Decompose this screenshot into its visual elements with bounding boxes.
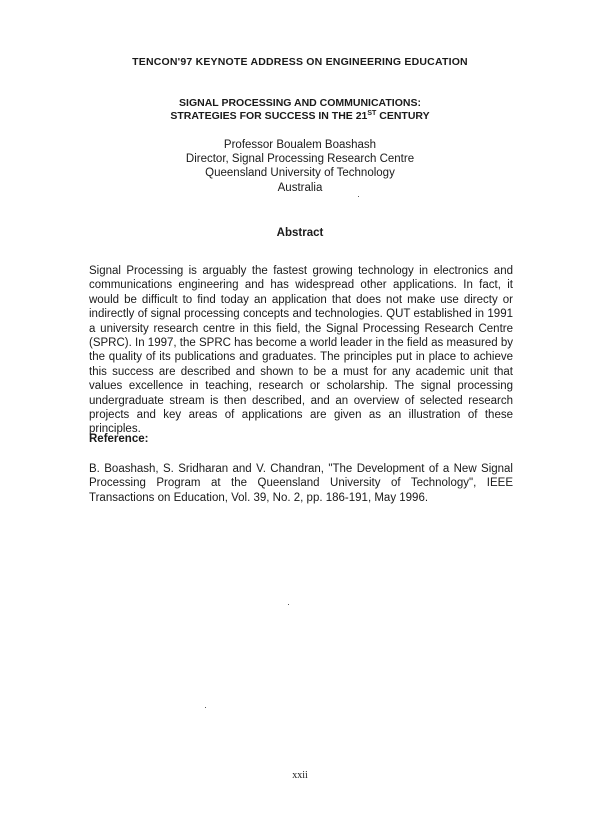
author-institution: Queensland University of Technology xyxy=(205,167,395,180)
author-country: Australia xyxy=(277,181,323,194)
scan-speck xyxy=(358,196,359,197)
author-position: Director, Signal Processing Research Centre xyxy=(185,153,415,166)
abstract-heading: Abstract xyxy=(276,227,324,239)
title-line-1: SIGNAL PROCESSING AND COMMUNICATIONS: xyxy=(179,97,421,109)
page-number: xxii xyxy=(292,770,308,781)
author-block xyxy=(0,138,600,195)
scan-speck xyxy=(288,604,289,605)
title-line-2 xyxy=(0,110,600,123)
title-superscript: ST xyxy=(367,110,377,117)
reference-heading: Reference: xyxy=(89,433,149,445)
scan-speck xyxy=(205,707,206,708)
title-line-2-suffix: CENTURY xyxy=(376,110,430,122)
title-line-2-prefix: STRATEGIES FOR SUCCESS IN THE 21 xyxy=(170,110,368,122)
reference-body: B. Boashash, S. Sridharan and V. Chandran, "The Development of a New Signal Processing Program at the Queensland University of Technology", IEEE Transactions on Education, Vol. 39, No. 2, pp. 186-191, May 1996. xyxy=(89,463,513,504)
document-header: TENCON'97 KEYNOTE ADDRESS ON ENGINEERING EDUCATION xyxy=(132,56,468,68)
paper-title xyxy=(0,97,600,123)
author-name: Professor Boualem Boashash xyxy=(223,139,377,151)
abstract-body: Signal Processing is arguably the fastest growing technology in electronics and communications engineering and has widespread other applications. In fact, it would be difficult to find today an application that does not make use directy or indirectly of signal processing concepts and technologies. QUT established in 1991 a university research centre in this field, the Signal Processing Research Centre (SPRC). In 1997, the SPRC has become a world leader in the field as measured by the quality of its publications and graduates. The principles put in place to achieve this success are described and shown to be a must for any academic unit that values excellence in teaching, research or scholarship. The signal processing undergraduate stream is then described, and an overview of selected research projects and key areas of applications are given as an illustration of these principles. xyxy=(89,265,513,436)
